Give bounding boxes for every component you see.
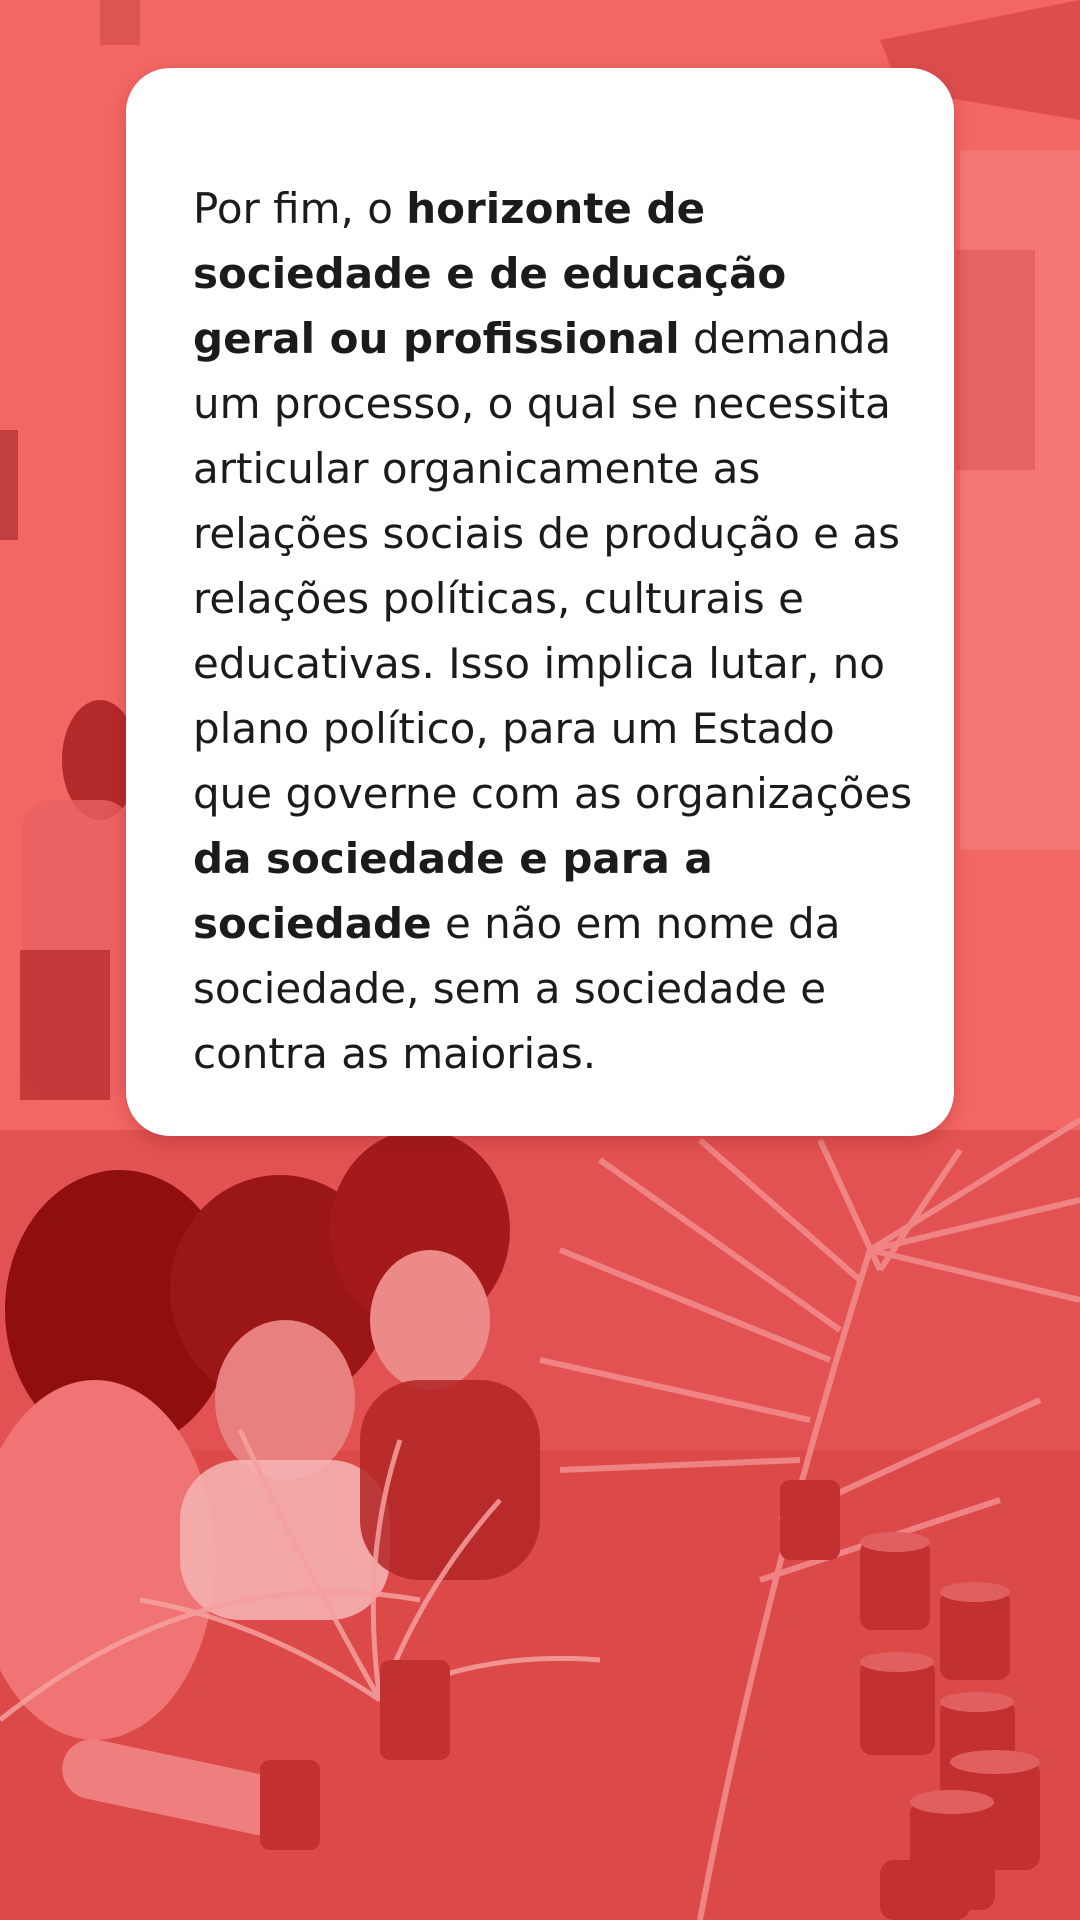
beam-shape <box>100 0 140 45</box>
student-3-face <box>370 1250 490 1390</box>
student-2-face <box>215 1320 355 1480</box>
quote-segment: Por fim, o <box>193 184 407 233</box>
quote-highlight: horizonte de sociedade e de educação geral ou profissional <box>193 184 787 363</box>
quote-segment: e não em nome da sociedade, sem a sociedade e contra as maiorias. <box>193 899 841 1078</box>
quote-card <box>126 68 954 1136</box>
quote-text <box>193 176 914 1086</box>
crate-shape <box>20 950 110 1100</box>
window-shape <box>955 250 1035 470</box>
quote-highlight: da sociedade e para a sociedade <box>193 834 713 948</box>
quote-segment: demanda um processo, o qual se necessita articular organicamente as relações sociais de produção e as relações políticas, culturais e educativas. Isso implica lutar, no plano político, para um Estado que governe com as organizações <box>193 314 913 818</box>
post-shape <box>0 430 18 540</box>
